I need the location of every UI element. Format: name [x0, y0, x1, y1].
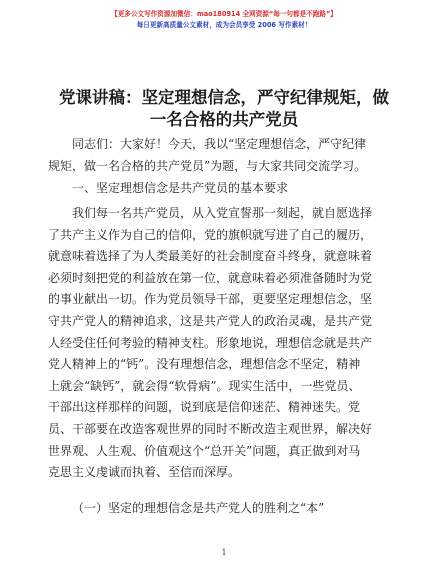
promo-banner-line-2: 每日更新高质量公文素材，成为会员享受 2006 写作素材！	[136, 21, 312, 29]
section-1-paragraph	[48, 203, 400, 484]
document-title-line-2: 一名合格的共产党员	[149, 110, 299, 129]
paragraph-line: 了共产主义作为自己的信仰，党的旗帜就写进了自己的履历，	[48, 227, 373, 242]
paragraph-line: 守共产党人的精神追求，这是共产党人的政治灵魂，是共产党	[48, 313, 373, 328]
page-number: 1	[221, 548, 227, 557]
paragraph-line: 规矩，做一名合格的共产党员”为题，与大家共同交流学习。	[48, 158, 367, 173]
paragraph-line: 党人精神上的“钙”。没有理想信念，理想信念不坚定，精神	[48, 357, 361, 372]
paragraph-line: 上就会“缺钙”，就会得“软骨病”。现实生活中，一些党员、	[48, 378, 361, 393]
paragraph-line: 必须时刻把党的利益放在第一位，就意味着必须准备随时为党	[48, 270, 373, 285]
paragraph-line: 我们每一名共产党员，从入党宣誓那一刻起，就自愿选择	[72, 206, 373, 220]
document-title-line-1: 党课讲稿：坚定理想信念，严守纪律规矩，做	[59, 88, 389, 107]
intro-paragraph	[48, 134, 400, 177]
paragraph-line: 人经受住任何考验的精神支柱。形象地说，理想信念就是共产	[48, 335, 373, 350]
paragraph-line: 就意味着选择了为人类最美好的社会制度奋斗终身，就意味着	[48, 249, 373, 264]
paragraph-line: 的事业献出一切。作为党员领导干部，更要坚定理想信念，坚	[48, 292, 373, 307]
paragraph-line: 克思主义虔诚而执着、至信而深厚。	[48, 465, 241, 480]
paragraph-line: 世界观、人生观、价值观这个“总开关”问题，真正做到对马	[48, 443, 361, 458]
section-heading: 一、坚定理想信念是共产党员的基本要求	[72, 181, 289, 195]
subsection-heading: （一）坚定的理想信念是共产党人的胜利之“本”	[72, 501, 325, 515]
promo-banner-line-1: 【更多公文写作资源加微信：mao180914 全网资源“每一句都是不跑路”】	[111, 10, 337, 18]
paragraph-line: 员、干部要在改造客观世界的同时不断改造主观世界，解决好	[48, 421, 373, 436]
paragraph-line: 同志们：大家好！今天，我以“坚定理想信念，严守纪律	[72, 137, 367, 151]
paragraph-line: 干部出这样那样的问题，说到底是信仰迷茫、精神迷失。党	[48, 400, 361, 415]
